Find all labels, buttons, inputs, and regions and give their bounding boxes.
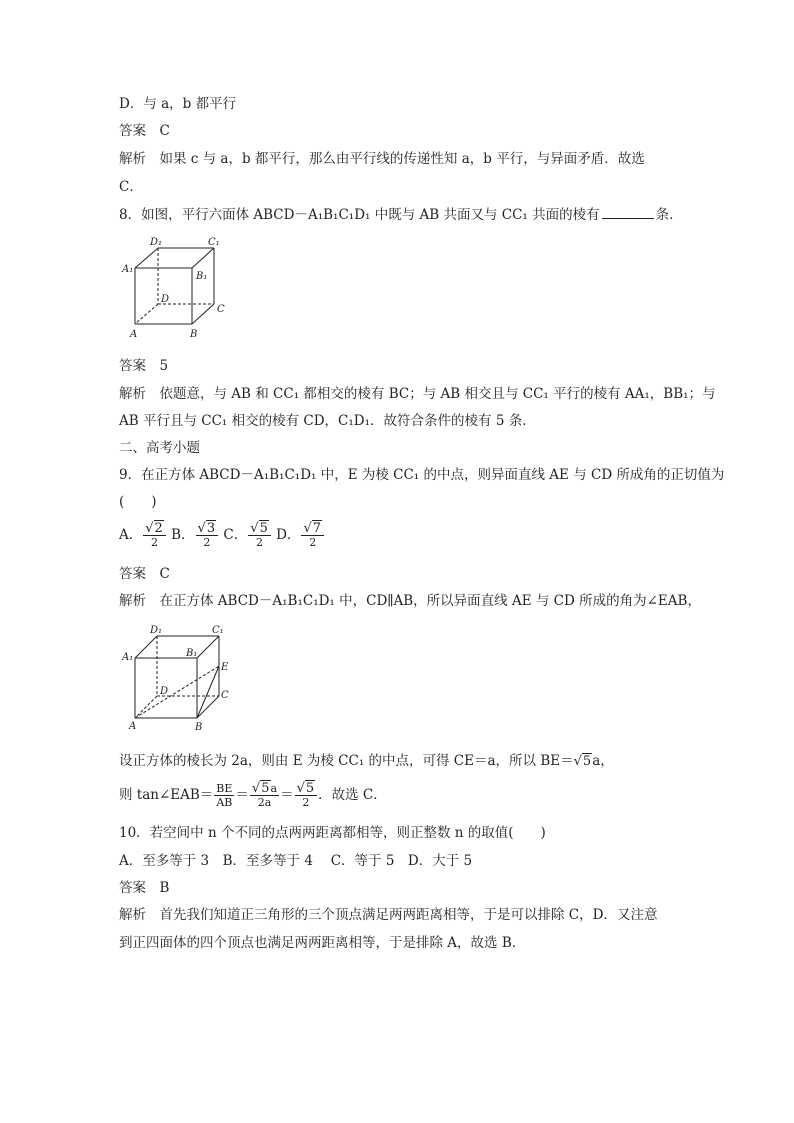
q7-option-d: D．与 a，b 都平行 — [119, 96, 237, 112]
q9-explanation-line1: 解析 在正方体 ABCD－A₁B₁C₁D₁ 中，CD∥AB，所以异面直线 AE 与 CD 所成的角为∠EAB， — [119, 593, 701, 609]
label-b1: B₁ — [186, 648, 198, 659]
label-c: C — [221, 690, 229, 701]
q7-explanation-line1: 解析 如果 c 与 a，b 都平行，那么由平行线的传递性知 a，b 平行，与异面矛盾．故选 — [119, 151, 645, 167]
label-b: B — [190, 329, 198, 340]
q9-explanation-line2: 设正方体的棱长为 2a，则由 E 为棱 CC₁ 的中点，可得 CE＝a，所以 BE＝√5a， — [119, 753, 614, 769]
label-a1: A₁ — [122, 652, 134, 663]
q9-stem-line1: 9．在正方体 ABCD－A₁B₁C₁D₁ 中，E 为棱 CC₁ 的中点，则异面直线 AE 与 CD 所成角的正切值为 — [119, 467, 725, 483]
label-e: E — [221, 662, 229, 673]
fraction-be-ab: $\frac{BE}{AB}$ — [216, 782, 233, 809]
q8-explanation-line1: 解析 依题意，与 AB 和 CC₁ 都相交的棱有 BC；与 AB 相交且与 CC₁ 平行的棱有 AA₁，BB₁；与 — [119, 386, 716, 402]
label-d: D — [160, 686, 169, 697]
fraction-root5a-2a: $\frac{√5a}{2a}$ — [251, 781, 278, 809]
q8-stem-end: 条． — [655, 207, 683, 223]
q8-explanation-line2: AB 平行且与 CC₁ 相交的棱有 CD，C₁D₁．故符合条件的棱有 5 条． — [119, 413, 536, 429]
label-c: C — [217, 304, 225, 315]
label-d1: D₁ — [150, 237, 163, 248]
label-b1: B₁ — [196, 271, 208, 282]
label-b: B — [195, 722, 203, 732]
q9-option-a: A． $\frac{√2}{2}$ — [119, 527, 167, 543]
parallelepiped-figure — [120, 234, 230, 342]
cube-figure — [120, 620, 230, 732]
q9-stem-line2: ( ) — [119, 494, 157, 510]
q10-answer: 答案 B — [119, 880, 170, 896]
q8-stem — [119, 206, 683, 224]
q9-option-d: D． $\frac{√7}{2}$ — [276, 527, 325, 543]
q10-explanation-line2: 到正四面体的四个顶点也满足两两距离相等，于是排除 A，故选 B． — [119, 935, 526, 951]
label-c1: C₁ — [208, 237, 220, 248]
q7-answer: 答案 C — [119, 123, 170, 139]
q10-options: A．至多等于 3 B．至多等于 4 C．等于 5 D．大于 5 — [119, 853, 473, 869]
q7-explanation-line2: C． — [119, 179, 143, 195]
q9-answer: 答案 C — [119, 566, 170, 582]
q9-explanation-line3: 则 tan∠EAB＝ $\frac{BE}{AB}$ ＝ $\frac{√5a}{2a}$ ＝ $\frac{√5}{2}$ ．故选 C． — [119, 781, 387, 809]
q8-answer: 答案 5 — [119, 358, 169, 374]
q8-stem-text: 8．如图，平行六面体 ABCD－A₁B₁C₁D₁ 中既与 AB 共面又与 CC₁ 共面的棱有 — [119, 207, 600, 223]
label-a: A — [130, 329, 138, 340]
label-a1: A₁ — [122, 264, 134, 275]
section-heading: 二、高考小题 — [119, 440, 200, 456]
label-d: D — [161, 294, 170, 305]
q9-option-b: B． $\frac{√3}{2}$ — [171, 527, 219, 543]
q10-explanation-line1: 解析 首先我们知道正三角形的三个顶点满足两两距离相等，于是可以排除 C，D．又注意 — [119, 907, 658, 923]
q9-option-c: C． $\frac{√5}{2}$ — [223, 527, 271, 543]
answer-blank — [602, 206, 654, 219]
label-d1: D₁ — [150, 625, 163, 636]
q10-stem: 10．若空间中 n 个不同的点两两距离都相等，则正整数 n 的取值( ) — [119, 825, 546, 841]
label-c1: C₁ — [212, 625, 224, 636]
q9-options — [119, 520, 325, 550]
label-a: A — [129, 721, 137, 732]
fraction-root5-2: $\frac{√5}{2}$ — [295, 782, 318, 809]
